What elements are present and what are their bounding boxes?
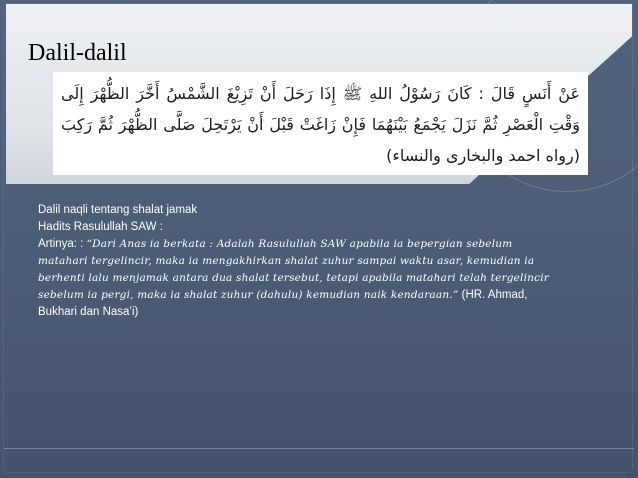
- hadith-reference: (HR. Ahmad, Bukhari dan Nasa’i): [38, 289, 528, 318]
- arabic-hadith-box: [53, 72, 588, 175]
- subtitle-line: Dalil naqli tentang shalat jamak: [38, 204, 198, 216]
- hadith-heading: Hadits Rasulullah SAW :: [38, 221, 163, 233]
- slide-title: Dalil-dalil: [28, 40, 127, 66]
- translation-paragraph: [38, 236, 558, 321]
- artinya-label: Artinya: :: [38, 238, 87, 250]
- arabic-hadith-text: عَنْ أَنَسٍ قَالَ : كَانَ رَسُوْلُ اللهِ ﷺ إِذَا رَحَلَ أَنْ تَزِيْغَ الشَّمْسُ أَخَّرَ الظُّهْرَ إِلَى وَقْتِ الْعَصْرِ ثُمَّ نَزَلَ يَجْمَعُ بَيْنَهُمَا فَإِنْ زَاغَتْ قَبْلَ أَنْ يَرْتَحِلَ صَلَّى الظُّهْرَ ثُمَّ رَكِبَ (رواه احمد والبخارى والنساء): [61, 84, 580, 165]
- body-text: [38, 202, 558, 321]
- bottom-divider: [4, 448, 634, 449]
- translation-text: “Dari Anas ia berkata : Adalah Rasulullah SAW apabila ia bepergian sebelum matahari tergelincir, maka ia mengakhirkan shalat zuhur sampai waktu asar, kemudian ia berhenti lalu menjamak antara dua shalat tersebut, tetapi apabila matahari telah tergelincir sebelum ia pergi, maka ia shalat zuhur (dahulu) kemudian naik kendaraan.”: [38, 238, 549, 301]
